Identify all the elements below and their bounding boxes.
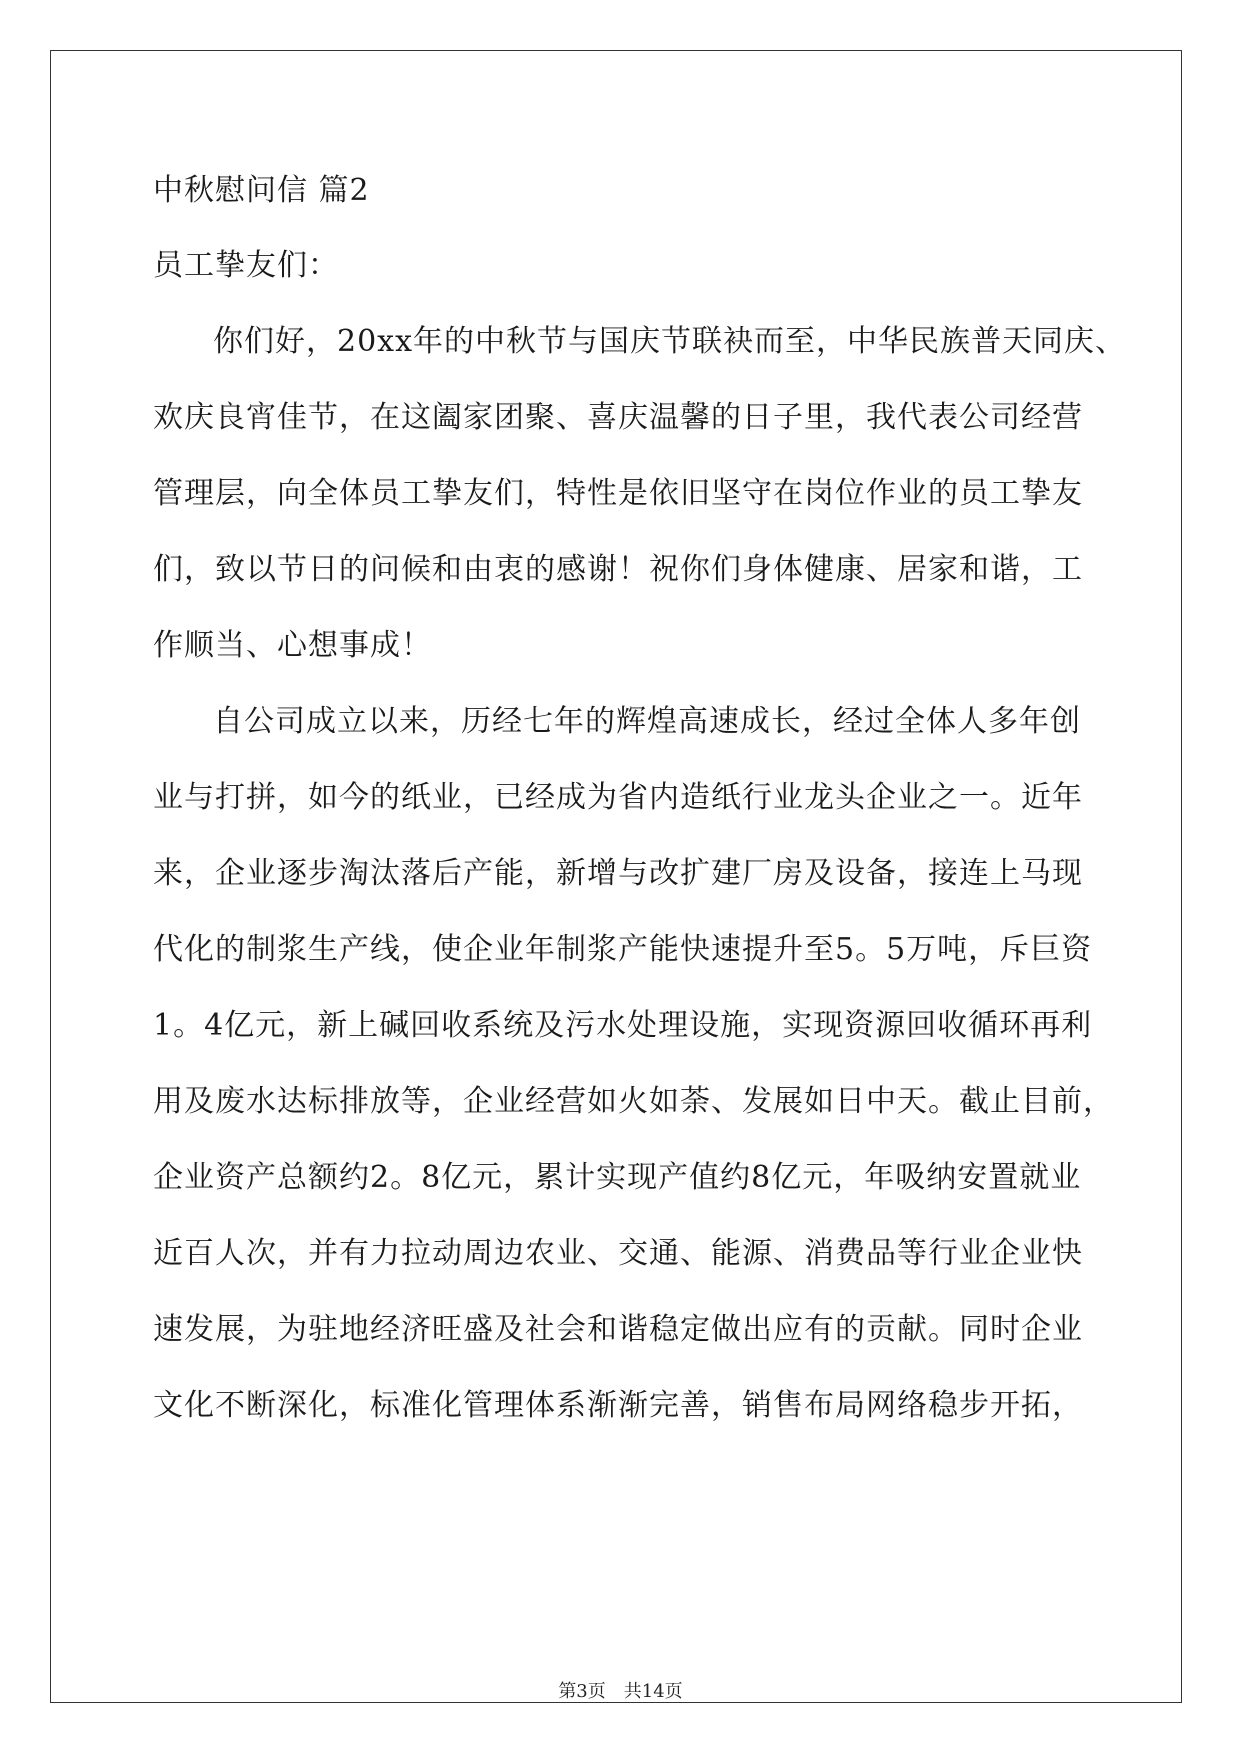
paragraph-line: 1。4亿元，新上碱回收系统及污水处理设施，实现资源回收循环再利 (153, 1008, 1093, 1043)
paragraph-line: 近百人次，并有力拉动周边农业、交通、能源、消费品等行业企业快 (153, 1236, 1083, 1271)
paragraph-line: 速发展，为驻地经济旺盛及社会和谐稳定做出应有的贡献。同时企业 (153, 1312, 1083, 1347)
salutation: 员工挚友们： (153, 248, 339, 283)
paragraph-line: 企业资产总额约2。8亿元，累计实现产值约8亿元，年吸纳安置就业 (153, 1160, 1082, 1195)
paragraph-line: 们，致以节日的问候和由衷的感谢！祝你们身体健康、居家和谐，工 (153, 552, 1083, 587)
document-title: 中秋慰问信 篇2 (153, 173, 370, 208)
paragraph-line: 业与打拼，如今的纸业，已经成为省内造纸行业龙头企业之一。近年 (153, 780, 1083, 815)
paragraph-line: 来，企业逐步淘汰落后产能，新增与改扩建厂房及设备，接连上马现 (153, 856, 1083, 891)
paragraph-line: 用及废水达标排放等，企业经营如火如荼、发展如日中天。截止目前， (153, 1084, 1114, 1119)
page-footer: 第3页 共14页 (558, 1681, 683, 1702)
paragraph-line: 代化的制浆生产线，使企业年制浆产能快速提升至5。5万吨，斥巨资 (153, 932, 1093, 967)
paragraph-line: 管理层，向全体员工挚友们，特性是依旧坚守在岗位作业的员工挚友 (153, 476, 1083, 511)
paragraph-line: 欢庆良宵佳节，在这阖家团聚、喜庆温馨的日子里，我代表公司经营 (153, 400, 1083, 435)
paragraph-line: 你们好，20xx年的中秋节与国庆节联袂而至，中华民族普天同庆、 (213, 324, 1127, 359)
paragraph-line: 文化不断深化，标准化管理体系渐渐完善，销售布局网络稳步开拓， (153, 1388, 1083, 1423)
paragraph-line: 自公司成立以来，历经七年的辉煌高速成长，经过全体人多年创 (213, 704, 1081, 739)
paragraph-line: 作顺当、心想事成！ (153, 628, 432, 663)
